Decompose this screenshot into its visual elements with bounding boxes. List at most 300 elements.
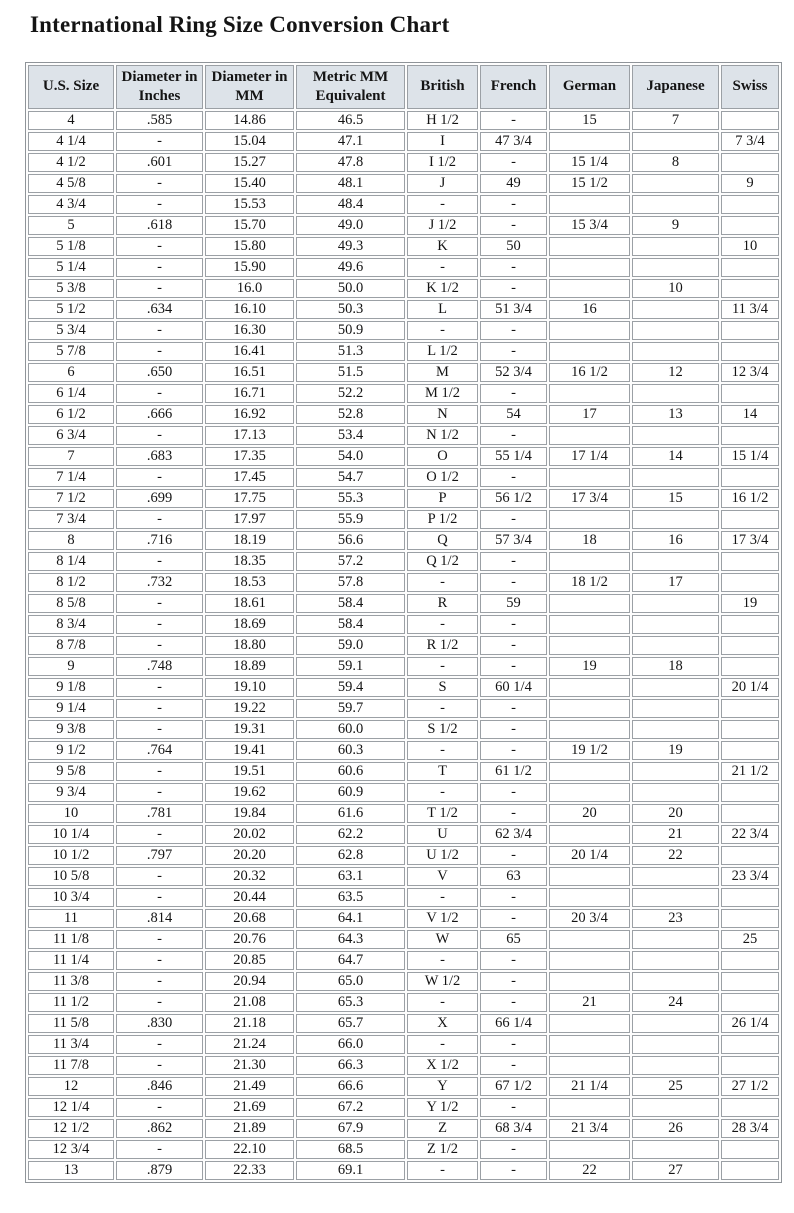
table-row	[28, 531, 779, 550]
table-cell	[632, 1140, 719, 1159]
table-cell: 50	[480, 237, 547, 256]
table-cell: 57.8	[296, 573, 405, 592]
table-cell: 21.08	[205, 993, 294, 1012]
table-cell: 16.41	[205, 342, 294, 361]
table-cell: -	[480, 909, 547, 928]
table-cell: .650	[116, 363, 203, 382]
table-cell	[549, 426, 630, 445]
table-cell	[721, 342, 779, 361]
table-cell: 12	[28, 1077, 114, 1096]
table-cell: 13	[28, 1161, 114, 1180]
table-row	[28, 384, 779, 403]
table-cell: 59.4	[296, 678, 405, 697]
table-cell: 60.3	[296, 741, 405, 760]
table-cell: .716	[116, 531, 203, 550]
table-cell: 19.22	[205, 699, 294, 718]
table-cell	[721, 846, 779, 865]
table-cell	[632, 552, 719, 571]
table-cell: 62.2	[296, 825, 405, 844]
table-cell: 8 3/4	[28, 615, 114, 634]
table-cell: .683	[116, 447, 203, 466]
table-cell	[549, 636, 630, 655]
table-cell: 52 3/4	[480, 363, 547, 382]
table-cell: 15.27	[205, 153, 294, 172]
table-row	[28, 825, 779, 844]
table-cell	[549, 342, 630, 361]
table-cell: 12 3/4	[721, 363, 779, 382]
table-cell	[721, 657, 779, 676]
table-row	[28, 699, 779, 718]
table-cell: 16.30	[205, 321, 294, 340]
table-row	[28, 909, 779, 928]
table-cell: 64.7	[296, 951, 405, 970]
table-cell: 9 3/8	[28, 720, 114, 739]
table-cell: -	[407, 783, 478, 802]
table-cell: 25	[632, 1077, 719, 1096]
table-cell: 5	[28, 216, 114, 235]
table-cell: 17.97	[205, 510, 294, 529]
table-cell: 19.41	[205, 741, 294, 760]
table-cell	[721, 615, 779, 634]
table-cell: 15 1/4	[549, 153, 630, 172]
table-cell	[632, 972, 719, 991]
table-row	[28, 510, 779, 529]
table-cell: 14.86	[205, 111, 294, 130]
table-cell	[632, 237, 719, 256]
table-cell: 58.4	[296, 615, 405, 634]
table-cell: 28 3/4	[721, 1119, 779, 1138]
table-cell: 9 1/8	[28, 678, 114, 697]
table-cell: -	[116, 321, 203, 340]
table-cell: -	[407, 258, 478, 277]
table-cell: .666	[116, 405, 203, 424]
table-cell: 5 1/8	[28, 237, 114, 256]
table-cell: 9 5/8	[28, 762, 114, 781]
table-cell	[549, 699, 630, 718]
table-cell	[549, 783, 630, 802]
table-cell: -	[480, 468, 547, 487]
table-cell: 23 3/4	[721, 867, 779, 886]
table-cell: -	[407, 741, 478, 760]
column-header-swiss: Swiss	[721, 65, 779, 109]
table-cell: Z 1/2	[407, 1140, 478, 1159]
table-cell: 8 1/2	[28, 573, 114, 592]
table-cell: 19	[549, 657, 630, 676]
table-cell: 21 1/2	[721, 762, 779, 781]
table-cell: 11	[28, 909, 114, 928]
table-row	[28, 1140, 779, 1159]
table-cell: 67.9	[296, 1119, 405, 1138]
table-cell	[721, 783, 779, 802]
table-cell	[721, 216, 779, 235]
table-cell: .797	[116, 846, 203, 865]
table-cell: 16 1/2	[721, 489, 779, 508]
table-row	[28, 804, 779, 823]
table-cell: 21.18	[205, 1014, 294, 1033]
table-cell: 18.69	[205, 615, 294, 634]
table-cell: 13	[632, 405, 719, 424]
table-cell: 51 3/4	[480, 300, 547, 319]
table-cell: -	[480, 972, 547, 991]
table-cell: -	[480, 573, 547, 592]
table-row	[28, 636, 779, 655]
table-cell	[549, 1098, 630, 1117]
table-cell: V 1/2	[407, 909, 478, 928]
table-cell: 12 3/4	[28, 1140, 114, 1159]
table-cell	[632, 342, 719, 361]
table-cell: -	[480, 615, 547, 634]
table-cell	[632, 468, 719, 487]
page-title: International Ring Size Conversion Chart	[30, 12, 450, 37]
table-cell: 17.75	[205, 489, 294, 508]
table-cell	[549, 888, 630, 907]
table-cell: 14	[721, 405, 779, 424]
table-cell: 22.33	[205, 1161, 294, 1180]
table-cell: -	[407, 993, 478, 1012]
table-cell: 60 1/4	[480, 678, 547, 697]
table-cell: -	[116, 993, 203, 1012]
table-cell	[549, 1014, 630, 1033]
table-cell: 5 1/2	[28, 300, 114, 319]
table-cell	[632, 762, 719, 781]
table-cell: 11 1/4	[28, 951, 114, 970]
table-cell	[549, 930, 630, 949]
table-row	[28, 237, 779, 256]
table-cell: -	[480, 657, 547, 676]
table-cell: 17.13	[205, 426, 294, 445]
table-cell: -	[407, 951, 478, 970]
table-cell: -	[116, 195, 203, 214]
table-cell: -	[480, 279, 547, 298]
table-cell: -	[407, 1035, 478, 1054]
table-cell: -	[480, 741, 547, 760]
table-cell	[549, 279, 630, 298]
table-cell: 15.53	[205, 195, 294, 214]
table-cell: -	[116, 258, 203, 277]
table-cell: 27 1/2	[721, 1077, 779, 1096]
table-cell: O	[407, 447, 478, 466]
table-cell: T	[407, 762, 478, 781]
table-cell: 16.51	[205, 363, 294, 382]
table-cell	[721, 426, 779, 445]
table-cell	[549, 132, 630, 151]
table-cell: 20.44	[205, 888, 294, 907]
table-row	[28, 447, 779, 466]
table-cell: 66.3	[296, 1056, 405, 1075]
table-cell: -	[407, 699, 478, 718]
table-cell: 10 3/4	[28, 888, 114, 907]
table-cell: 11 3/4	[28, 1035, 114, 1054]
table-cell: 16	[549, 300, 630, 319]
table-cell: 20.76	[205, 930, 294, 949]
table-cell: 67 1/2	[480, 1077, 547, 1096]
table-cell: K 1/2	[407, 279, 478, 298]
table-cell: 16.92	[205, 405, 294, 424]
table-cell: -	[407, 1161, 478, 1180]
table-cell	[721, 909, 779, 928]
table-cell	[721, 258, 779, 277]
table-cell: 11 1/8	[28, 930, 114, 949]
table-row	[28, 132, 779, 151]
table-cell	[549, 951, 630, 970]
table-cell: H 1/2	[407, 111, 478, 130]
table-cell	[632, 888, 719, 907]
table-cell: J	[407, 174, 478, 193]
table-cell: -	[116, 972, 203, 991]
table-cell: -	[480, 111, 547, 130]
table-body	[28, 111, 779, 1180]
table-row	[28, 342, 779, 361]
table-cell: 20.32	[205, 867, 294, 886]
table-cell: 24	[632, 993, 719, 1012]
table-cell: 55.3	[296, 489, 405, 508]
table-cell	[549, 384, 630, 403]
table-cell: Q	[407, 531, 478, 550]
table-cell	[549, 321, 630, 340]
table-cell: 9	[28, 657, 114, 676]
table-cell: 11 3/4	[721, 300, 779, 319]
table-cell: -	[480, 720, 547, 739]
table-cell: 48.4	[296, 195, 405, 214]
table-cell: 59	[480, 594, 547, 613]
table-cell: -	[116, 132, 203, 151]
table-cell	[721, 384, 779, 403]
table-cell: 5 7/8	[28, 342, 114, 361]
table-cell: 54.0	[296, 447, 405, 466]
table-cell: X 1/2	[407, 1056, 478, 1075]
table-cell: -	[480, 321, 547, 340]
table-cell	[549, 594, 630, 613]
column-header-british: British	[407, 65, 478, 109]
table-cell: 23	[632, 909, 719, 928]
table-row	[28, 321, 779, 340]
table-cell: 17.35	[205, 447, 294, 466]
table-cell: 15.80	[205, 237, 294, 256]
table-row	[28, 1119, 779, 1138]
table-cell: L	[407, 300, 478, 319]
table-cell: -	[407, 615, 478, 634]
table-row	[28, 720, 779, 739]
table-cell: 66 1/4	[480, 1014, 547, 1033]
table-cell: W 1/2	[407, 972, 478, 991]
table-cell: 18.53	[205, 573, 294, 592]
table-cell: -	[480, 636, 547, 655]
table-row	[28, 615, 779, 634]
table-cell: 21 3/4	[549, 1119, 630, 1138]
table-row	[28, 195, 779, 214]
table-cell: 65	[480, 930, 547, 949]
table-cell: 7 3/4	[721, 132, 779, 151]
table-cell: -	[480, 1035, 547, 1054]
column-header-german: German	[549, 65, 630, 109]
table-cell: 11 5/8	[28, 1014, 114, 1033]
table-cell: 4 1/2	[28, 153, 114, 172]
table-cell: 20.20	[205, 846, 294, 865]
table-cell: 63.5	[296, 888, 405, 907]
table-row	[28, 552, 779, 571]
table-cell	[632, 510, 719, 529]
table-cell	[721, 636, 779, 655]
table-row	[28, 1014, 779, 1033]
table-cell: 54	[480, 405, 547, 424]
table-row	[28, 468, 779, 487]
table-cell	[721, 1035, 779, 1054]
table-cell: 19.31	[205, 720, 294, 739]
table-cell: 11 7/8	[28, 1056, 114, 1075]
table-cell: -	[480, 510, 547, 529]
table-cell: 11 3/8	[28, 972, 114, 991]
table-cell: X	[407, 1014, 478, 1033]
table-cell: -	[116, 510, 203, 529]
table-cell	[549, 678, 630, 697]
table-cell: 21.89	[205, 1119, 294, 1138]
table-cell: I	[407, 132, 478, 151]
table-cell: 6 1/4	[28, 384, 114, 403]
table-cell	[721, 510, 779, 529]
table-cell: 22	[549, 1161, 630, 1180]
column-header-japanese: Japanese	[632, 65, 719, 109]
table-cell: -	[480, 426, 547, 445]
table-cell	[721, 468, 779, 487]
table-cell	[632, 1014, 719, 1033]
table-cell: 49	[480, 174, 547, 193]
table-cell: -	[116, 888, 203, 907]
table-cell: 27	[632, 1161, 719, 1180]
table-row	[28, 657, 779, 676]
table-cell: -	[480, 1140, 547, 1159]
column-header-diameter-mm: Diameter in MM	[205, 65, 294, 109]
table-cell	[721, 111, 779, 130]
table-cell: 9 1/2	[28, 741, 114, 760]
table-cell	[632, 720, 719, 739]
table-cell: 15.04	[205, 132, 294, 151]
table-cell: 58.4	[296, 594, 405, 613]
table-row	[28, 1098, 779, 1117]
table-cell: 15.90	[205, 258, 294, 277]
table-cell: 19.84	[205, 804, 294, 823]
table-row	[28, 867, 779, 886]
table-cell	[632, 783, 719, 802]
table-row	[28, 783, 779, 802]
table-cell: -	[116, 279, 203, 298]
table-cell	[549, 258, 630, 277]
table-cell: 21	[632, 825, 719, 844]
table-cell: P	[407, 489, 478, 508]
table-cell	[632, 678, 719, 697]
table-cell: -	[116, 1098, 203, 1117]
table-cell: 14	[632, 447, 719, 466]
table-cell: -	[116, 699, 203, 718]
table-cell: .764	[116, 741, 203, 760]
table-cell: P 1/2	[407, 510, 478, 529]
table-cell: -	[116, 867, 203, 886]
table-cell: 60.9	[296, 783, 405, 802]
table-cell	[721, 951, 779, 970]
table-row	[28, 300, 779, 319]
table-cell: 66.0	[296, 1035, 405, 1054]
table-cell: 15.40	[205, 174, 294, 193]
table-cell	[549, 825, 630, 844]
table-cell: 20	[632, 804, 719, 823]
table-row	[28, 888, 779, 907]
table-cell	[721, 1056, 779, 1075]
table-cell: -	[480, 552, 547, 571]
table-cell: 20.02	[205, 825, 294, 844]
table-cell	[549, 237, 630, 256]
table-cell: 18.80	[205, 636, 294, 655]
table-cell: 12 1/4	[28, 1098, 114, 1117]
table-cell: Y	[407, 1077, 478, 1096]
table-cell: -	[116, 384, 203, 403]
table-cell: 21.69	[205, 1098, 294, 1117]
table-cell	[721, 741, 779, 760]
table-cell	[721, 993, 779, 1012]
table-cell: -	[480, 216, 547, 235]
table-cell	[721, 1161, 779, 1180]
table-cell: S	[407, 678, 478, 697]
table-cell: -	[116, 468, 203, 487]
table-cell: 51.3	[296, 342, 405, 361]
table-cell: 47.1	[296, 132, 405, 151]
ring-size-conversion-table	[25, 62, 782, 1183]
table-cell: .862	[116, 1119, 203, 1138]
table-cell: 19	[632, 741, 719, 760]
table-cell: -	[480, 783, 547, 802]
table-cell: 5 3/8	[28, 279, 114, 298]
table-cell: 55 1/4	[480, 447, 547, 466]
table-cell: 20 3/4	[549, 909, 630, 928]
table-cell: 65.7	[296, 1014, 405, 1033]
table-cell: 19.10	[205, 678, 294, 697]
table-cell: R 1/2	[407, 636, 478, 655]
table-cell	[721, 573, 779, 592]
table-cell: -	[480, 1161, 547, 1180]
table-cell	[549, 972, 630, 991]
table-cell: 48.1	[296, 174, 405, 193]
table-cell: -	[407, 573, 478, 592]
table-cell: 4	[28, 111, 114, 130]
table-cell: -	[480, 888, 547, 907]
table-cell: 10 1/4	[28, 825, 114, 844]
table-row	[28, 258, 779, 277]
table-cell: 56 1/2	[480, 489, 547, 508]
table-row	[28, 1035, 779, 1054]
table-cell: 4 3/4	[28, 195, 114, 214]
table-cell: 10	[721, 237, 779, 256]
table-row	[28, 153, 779, 172]
table-cell: 52.2	[296, 384, 405, 403]
table-cell: 8 5/8	[28, 594, 114, 613]
table-cell	[632, 636, 719, 655]
table-cell: -	[116, 552, 203, 571]
table-cell: -	[116, 930, 203, 949]
table-cell: 62.8	[296, 846, 405, 865]
table-cell: -	[480, 993, 547, 1012]
table-cell: -	[480, 804, 547, 823]
table-cell	[721, 321, 779, 340]
table-cell: .732	[116, 573, 203, 592]
table-cell: 19.51	[205, 762, 294, 781]
table-cell	[632, 1056, 719, 1075]
table-cell: 5 3/4	[28, 321, 114, 340]
table-cell: -	[116, 1140, 203, 1159]
table-cell: -	[116, 174, 203, 193]
table-row	[28, 1077, 779, 1096]
table-cell: -	[407, 321, 478, 340]
table-cell: 63	[480, 867, 547, 886]
table-cell: 57 3/4	[480, 531, 547, 550]
table-cell: 20 1/4	[549, 846, 630, 865]
